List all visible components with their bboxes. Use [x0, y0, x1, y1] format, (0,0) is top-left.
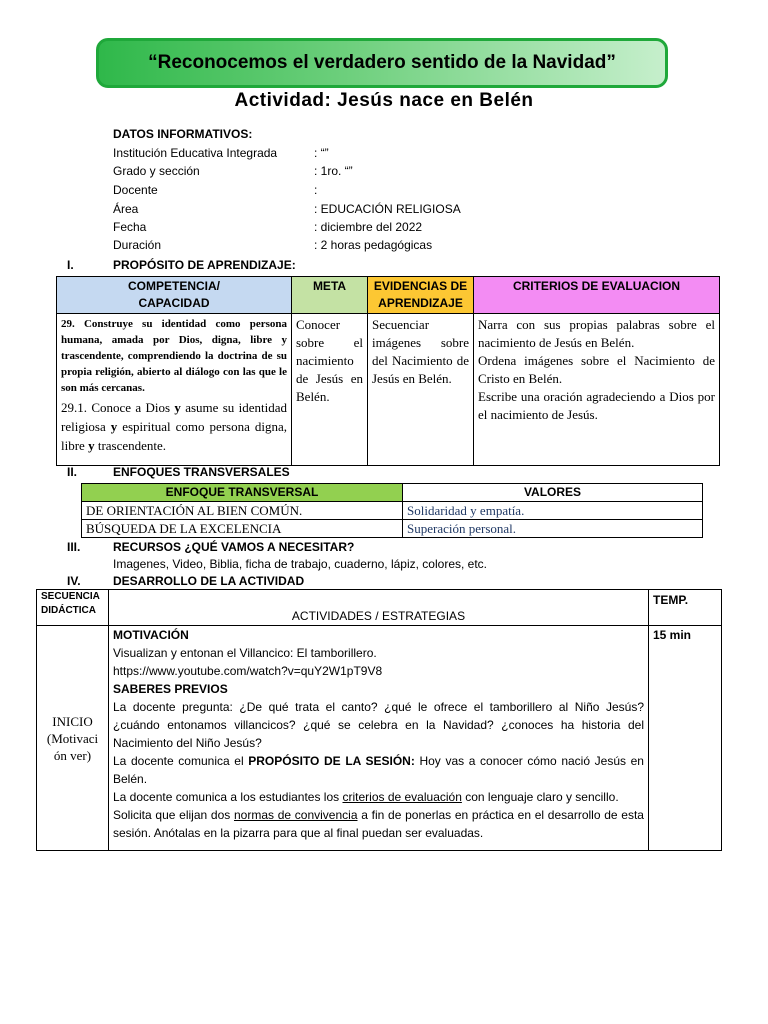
- motivacion-title: MOTIVACIÓN: [113, 628, 189, 642]
- datos-value: : 2 horas pedagógicas: [314, 238, 433, 252]
- header-text: EVIDENCIAS DE: [373, 279, 468, 293]
- section-title: DESARROLLO DE LA ACTIVIDAD: [113, 574, 305, 588]
- text-part: Solicita que elijan dos: [113, 808, 234, 822]
- competencia-header: [57, 277, 292, 314]
- datos-label: Docente: [113, 183, 158, 197]
- section-title: PROPÓSITO DE APRENDIZAJE:: [113, 258, 296, 272]
- meta-header: META: [292, 277, 368, 314]
- header-text: CAPACIDAD: [138, 296, 210, 310]
- saberes-title: SABERES PREVIOS: [113, 682, 228, 696]
- proposito-table: [56, 276, 720, 466]
- inicio-label: INICIO: [52, 713, 93, 729]
- capacidad-text: [61, 398, 287, 455]
- criterios-header: CRITERIOS DE EVALUACION: [474, 277, 720, 314]
- text-part: La docente comunica el: [113, 754, 249, 768]
- normas-link[interactable]: normas de convivencia: [233, 808, 358, 822]
- text-part: PROPÓSITO DE LA SESIÓN:: [248, 754, 415, 768]
- section-number: II.: [67, 465, 78, 479]
- motivacion-text: Visualizan y entonan el Villancico: El tamborillero.: [113, 646, 377, 660]
- datos-heading: DATOS INFORMATIVOS:: [113, 127, 253, 141]
- title-banner: [96, 38, 668, 88]
- enfoque-cell: DE ORIENTACIÓN AL BIEN COMÚN.: [82, 502, 403, 520]
- text-part: La docente comunica a los estudiantes los: [113, 790, 343, 804]
- normas-text: [113, 806, 644, 842]
- valor-cell: Superación personal.: [403, 520, 703, 538]
- datos-label: Fecha: [113, 220, 147, 234]
- header-text: APRENDIZAJE: [378, 296, 463, 310]
- recursos-text: Imagenes, Video, Biblia, ficha de trabajo, cuaderno, lápiz, colores, etc.: [113, 557, 487, 571]
- evidencias-header: [368, 277, 474, 314]
- capacidad-part: espiritual como persona digna, libre: [61, 419, 287, 453]
- datos-label: Área: [113, 202, 139, 216]
- header-text: SECUENCIA: [41, 591, 100, 602]
- section-number: I.: [67, 258, 74, 272]
- activity-title: Actividad: Jesús nace en Belén: [234, 90, 534, 111]
- saberes-text: La docente pregunta: ¿De qué trata el canto? ¿qué le ofrece el tamborillero al Niño Jesús? ¿cuándo entonamos villancicos? ¿qué se celebra en la Navidad? ¿conoces ha historia del Nacimiento del Niño Jesús?: [113, 700, 644, 750]
- valor-cell: Solidaridad y empatía.: [403, 502, 703, 520]
- temp-cell: 15 min: [649, 626, 722, 851]
- text-part: Hoy vas a conocer cómo nació Jesús en Belén.: [113, 754, 644, 786]
- text-part: a fin de ponerlas en práctica en el desarrollo de esta sesión. Anótalas en la pizarra para que al final puedan ser evaluadas.: [113, 808, 644, 840]
- datos-value: : diciembre del 2022: [314, 220, 423, 234]
- capacidad-part: trascendente.: [94, 438, 167, 453]
- banner-title: “Reconocemos el verdadero sentido de la Navidad”: [148, 52, 616, 73]
- datos-value: : EDUCACIÓN RELIGIOSA: [314, 202, 461, 216]
- inicio-cell: [37, 626, 109, 851]
- evidencias-cell: Secuenciar imágenes sobre del Nacimiento de Jesús en Belén.: [368, 314, 474, 466]
- enfoque-cell: BÚSQUEDA DE LA EXCELENCIA: [82, 520, 403, 538]
- section-number: III.: [67, 540, 81, 554]
- datos-value: : 1ro. “”: [314, 164, 353, 178]
- criterio-item: Ordena imágenes sobre el Nacimiento de Cristo en Belén.: [478, 353, 715, 386]
- capacidad-part: asume su identidad religiosa: [61, 400, 287, 434]
- section-number: IV.: [67, 574, 81, 588]
- actividades-cell: [109, 626, 649, 851]
- capacidad-part: y: [88, 438, 95, 453]
- datos-value: :: [314, 183, 318, 197]
- meta-cell: Conocer sobre el nacimiento de Jesús en Belén.: [292, 314, 368, 466]
- competencia-text: 29. Construye su identidad como persona humana, amada por Dios, digna, libre y trascendente, comprendiendo la doctrina de su propia religión, abierto al diálogo con las que le son más cercanas.: [61, 318, 287, 394]
- criterios-text: [113, 788, 644, 806]
- video-link[interactable]: https://www.youtube.com/watch?v=quY2W1pT9V8: [113, 664, 383, 678]
- datos-label: Duración: [113, 238, 162, 252]
- datos-label: Grado y sección: [113, 164, 200, 178]
- actividades-header: ACTIVIDADES / ESTRATEGIAS: [109, 590, 649, 626]
- criterio-item: Escribe una oración agradeciendo a Dios por el nacimiento de Jesús.: [478, 389, 715, 422]
- competencia-cell: [57, 314, 292, 466]
- datos-label: Institución Educativa Integrada: [113, 146, 278, 160]
- header-text: DIDÁCTICA: [41, 605, 96, 616]
- capacidad-part: y: [110, 419, 118, 434]
- criterio-item: Narra con sus propias palabras sobre el nacimiento de Jesús en Belén.: [478, 317, 715, 350]
- inicio-label: ón ver): [53, 747, 92, 763]
- text-part: con lenguaje claro y sencillo.: [461, 790, 619, 804]
- header-text: COMPETENCIA/: [127, 279, 220, 293]
- secuencia-header: [37, 590, 109, 626]
- criterios-cell: [474, 314, 720, 466]
- temp-header: TEMP.: [649, 590, 722, 626]
- section-title: RECURSOS ¿QUÉ VAMOS A NECESITAR?: [113, 540, 355, 554]
- section-title: ENFOQUES TRANSVERSALES: [113, 465, 290, 479]
- enfoque-header: ENFOQUE TRANSVERSAL: [82, 484, 403, 502]
- desarrollo-table: [36, 589, 722, 851]
- enfoques-table: [81, 483, 703, 538]
- capacidad-part: 29.1. Conoce a Dios: [61, 400, 175, 415]
- capacidad-part: y: [174, 400, 181, 415]
- proposito-text: [113, 752, 644, 788]
- datos-value: : “”: [314, 146, 329, 160]
- inicio-label: (Motivaci: [46, 730, 99, 746]
- criterios-link[interactable]: criterios de evaluación: [342, 790, 462, 804]
- valores-header: VALORES: [403, 484, 703, 502]
